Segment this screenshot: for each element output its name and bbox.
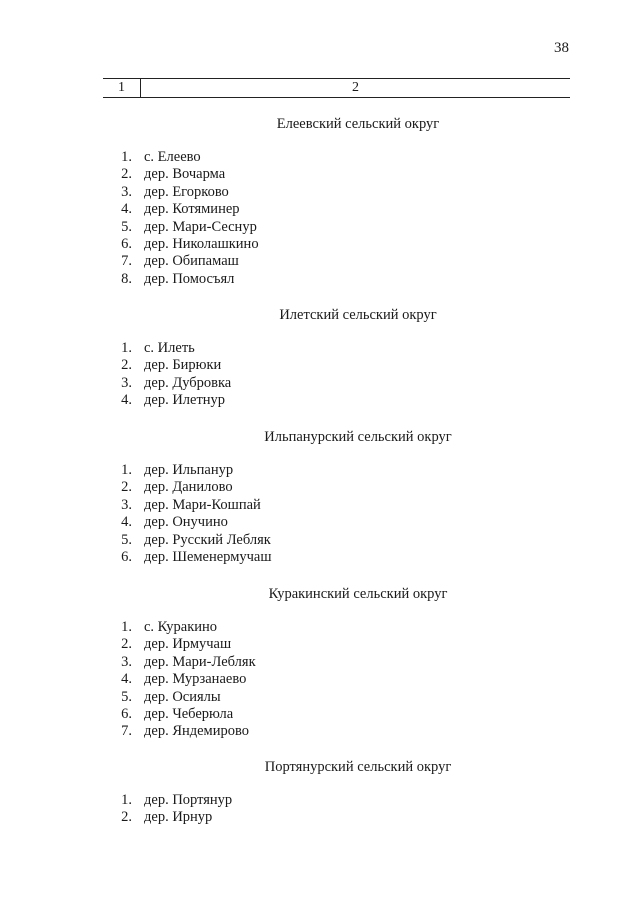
settlement-name: дер. Ирнур xyxy=(144,809,213,826)
list-item xyxy=(108,706,256,723)
list-item xyxy=(108,532,272,549)
list-item xyxy=(108,792,232,809)
settlement-name: дер. Русский Лебляк xyxy=(144,531,271,548)
settlement-name: дер. Ильпанур xyxy=(144,462,234,478)
item-number: 7. xyxy=(121,253,132,270)
list-item xyxy=(108,636,256,653)
item-number: 2. xyxy=(121,166,132,183)
item-number: 4. xyxy=(121,201,132,218)
item-number: 6. xyxy=(121,548,132,565)
item-number: 5. xyxy=(121,218,132,235)
list-item xyxy=(108,689,256,706)
item-number: 1. xyxy=(121,462,132,478)
item-number: 1. xyxy=(121,792,132,808)
item-number: 2. xyxy=(121,357,132,374)
settlement-name: дер. Илетнур xyxy=(144,392,226,409)
settlement-name: дер. Котяминер xyxy=(144,201,240,218)
district-title: Илетский сельский округ xyxy=(279,307,437,323)
item-number: 6. xyxy=(121,235,132,252)
settlement-name: дер. Шеменермучаш xyxy=(144,548,272,565)
item-number: 2. xyxy=(121,809,132,826)
list-item xyxy=(108,497,272,514)
settlement-name: дер. Егорково xyxy=(144,183,229,200)
district-title: Ильпанурский сельский округ xyxy=(264,429,452,445)
district-title: Куракинский сельский округ xyxy=(268,586,448,602)
list-item xyxy=(108,253,259,270)
settlement-name: дер. Мари-Сеснур xyxy=(144,218,257,235)
list-item xyxy=(108,392,231,409)
district-title: Елеевский сельский округ xyxy=(276,116,440,132)
list-item xyxy=(108,809,232,826)
list-item xyxy=(108,219,259,236)
item-number: 4. xyxy=(121,671,132,688)
item-number: 4. xyxy=(121,514,132,531)
settlement-name: дер. Обипамаш xyxy=(144,253,239,270)
list-item xyxy=(108,201,259,218)
settlement-name: с. Елеево xyxy=(144,149,201,165)
list-item xyxy=(108,166,259,183)
item-number: 6. xyxy=(121,705,132,722)
item-number: 5. xyxy=(121,531,132,548)
page-number: 38 xyxy=(554,40,569,56)
list-item xyxy=(108,184,259,201)
settlement-name: дер. Яндемирово xyxy=(144,723,249,740)
column-header-2: 2 xyxy=(352,80,359,95)
item-number: 1. xyxy=(121,149,132,165)
settlement-name: дер. Чеберюла xyxy=(144,705,234,722)
settlement-name: дер. Мурзанаево xyxy=(144,671,247,688)
settlement-name: дер. Николашкино xyxy=(144,235,259,252)
list-item xyxy=(108,671,256,688)
item-number: 3. xyxy=(121,653,132,670)
settlement-name: дер. Портянур xyxy=(144,792,233,808)
item-number: 2. xyxy=(121,636,132,653)
settlement-list xyxy=(108,792,232,827)
item-number: 7. xyxy=(121,723,132,740)
list-item xyxy=(108,462,272,479)
list-item xyxy=(108,619,256,636)
settlement-name: дер. Вочарма xyxy=(144,166,226,183)
item-number: 5. xyxy=(121,688,132,705)
item-number: 4. xyxy=(121,392,132,409)
list-item xyxy=(108,271,259,288)
settlement-name: дер. Мари-Кошпай xyxy=(144,496,261,513)
item-number: 2. xyxy=(121,479,132,496)
list-item xyxy=(108,149,259,166)
settlement-list xyxy=(108,462,272,566)
item-number: 3. xyxy=(121,496,132,513)
list-item xyxy=(108,375,231,392)
settlement-name: с. Илеть xyxy=(144,340,195,356)
item-number: 8. xyxy=(121,270,132,287)
settlement-name: с. Куракино xyxy=(144,619,218,635)
list-item xyxy=(108,549,272,566)
column-header-table xyxy=(103,78,570,98)
item-number: 3. xyxy=(121,183,132,200)
settlement-name: дер. Бирюки xyxy=(144,357,222,374)
list-item xyxy=(108,236,259,253)
settlement-name: дер. Онучино xyxy=(144,514,228,531)
settlement-name: дер. Дубровка xyxy=(144,374,232,391)
district-title: Портянурский сельский округ xyxy=(264,759,452,775)
list-item xyxy=(108,357,231,374)
list-item xyxy=(108,654,256,671)
list-item xyxy=(108,340,231,357)
list-item xyxy=(108,514,272,531)
item-number: 1. xyxy=(121,340,132,356)
settlement-name: дер. Помосъял xyxy=(144,270,235,287)
item-number: 1. xyxy=(121,619,132,635)
item-number: 3. xyxy=(121,374,132,391)
settlement-list xyxy=(108,149,259,288)
settlement-name: дер. Данилово xyxy=(144,479,233,496)
column-header-1: 1 xyxy=(103,79,141,97)
settlement-list xyxy=(108,619,256,741)
list-item xyxy=(108,723,256,740)
settlement-name: дер. Ирмучаш xyxy=(144,636,232,653)
settlement-name: дер. Осиялы xyxy=(144,688,221,705)
settlement-list xyxy=(108,340,231,410)
settlement-name: дер. Мари-Лебляк xyxy=(144,653,256,670)
list-item xyxy=(108,479,272,496)
